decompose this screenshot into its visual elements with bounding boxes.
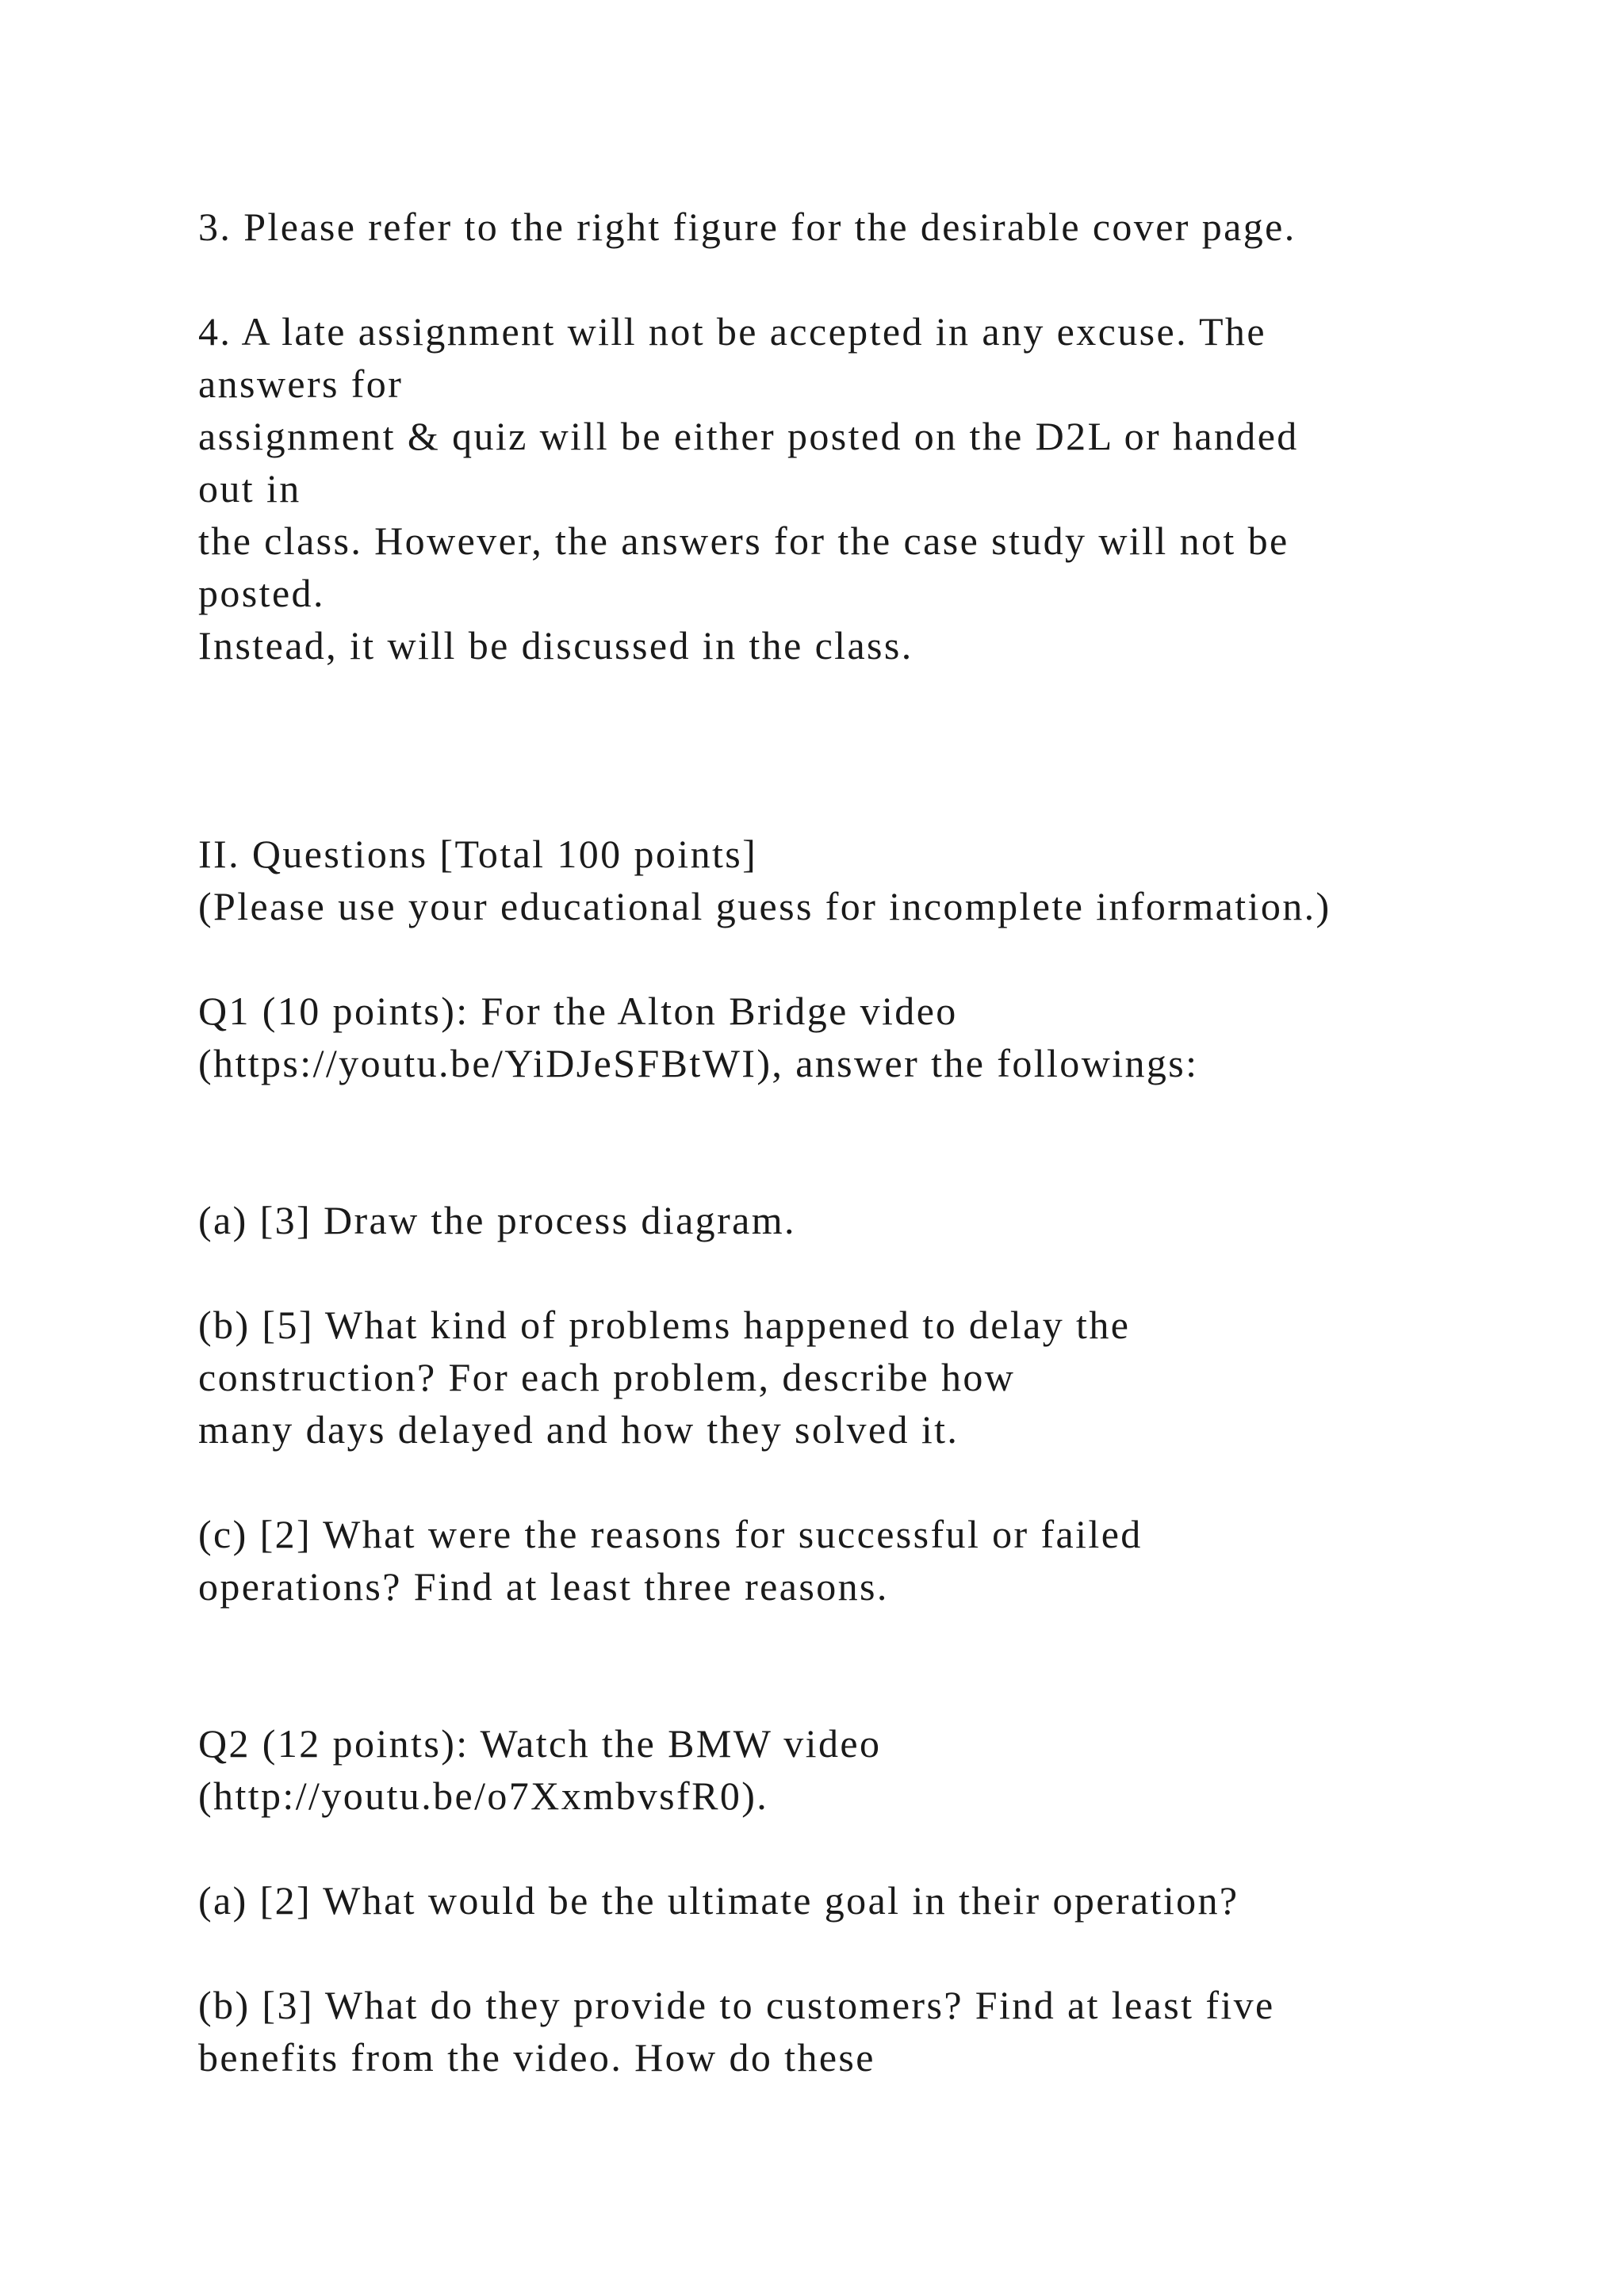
text-line: construction? For each problem, describe how — [198, 1355, 1016, 1399]
question-q2-heading: Q2 (12 points): Watch the BMW video — [198, 1721, 882, 1766]
text-line: the class. However, the answers for the case study will not be — [198, 519, 1289, 563]
text-line: Instead, it will be discussed in the class. — [198, 623, 914, 668]
text-line-late-assignment: 4. A late assignment will not be accepted in any excuse. The — [198, 309, 1266, 354]
section-heading-questions: II. Questions [Total 100 points] — [198, 832, 758, 876]
text-line: many days delayed and how they solved it. — [198, 1407, 959, 1452]
text-line-cover-page: 3. Please refer to the right figure for the desirable cover page. — [198, 205, 1297, 249]
text-line: out in — [198, 466, 301, 511]
text-line: operations? Find at least three reasons. — [198, 1564, 889, 1609]
question-q2-part-b: (b) [3] What do they provide to customers? Find at least five — [198, 1983, 1275, 2027]
question-q1-part-a: (a) [3] Draw the process diagram. — [198, 1198, 796, 1242]
text-line-instructions: (Please use your educational guess for incomplete information.) — [198, 884, 1331, 928]
text-line: benefits from the video. How do these — [198, 2035, 875, 2080]
text-line: posted. — [198, 571, 325, 615]
text-line: assignment & quiz will be either posted on the D2L or handed — [198, 414, 1299, 458]
question-q2-link: (http://youtu.be/o7XxmbvsfR0). — [198, 1774, 769, 1818]
question-q1-link: (https://youtu.be/YiDJeSFBtWI), answer the followings: — [198, 1041, 1199, 1085]
question-q1-part-b: (b) [5] What kind of problems happened to delay the — [198, 1303, 1131, 1347]
question-q1-part-c: (c) [2] What were the reasons for successful or failed — [198, 1512, 1143, 1556]
question-q2-part-a: (a) [2] What would be the ultimate goal in their operation? — [198, 1878, 1239, 1923]
question-q1-heading: Q1 (10 points): For the Alton Bridge video — [198, 989, 958, 1033]
text-line: answers for — [198, 362, 404, 406]
